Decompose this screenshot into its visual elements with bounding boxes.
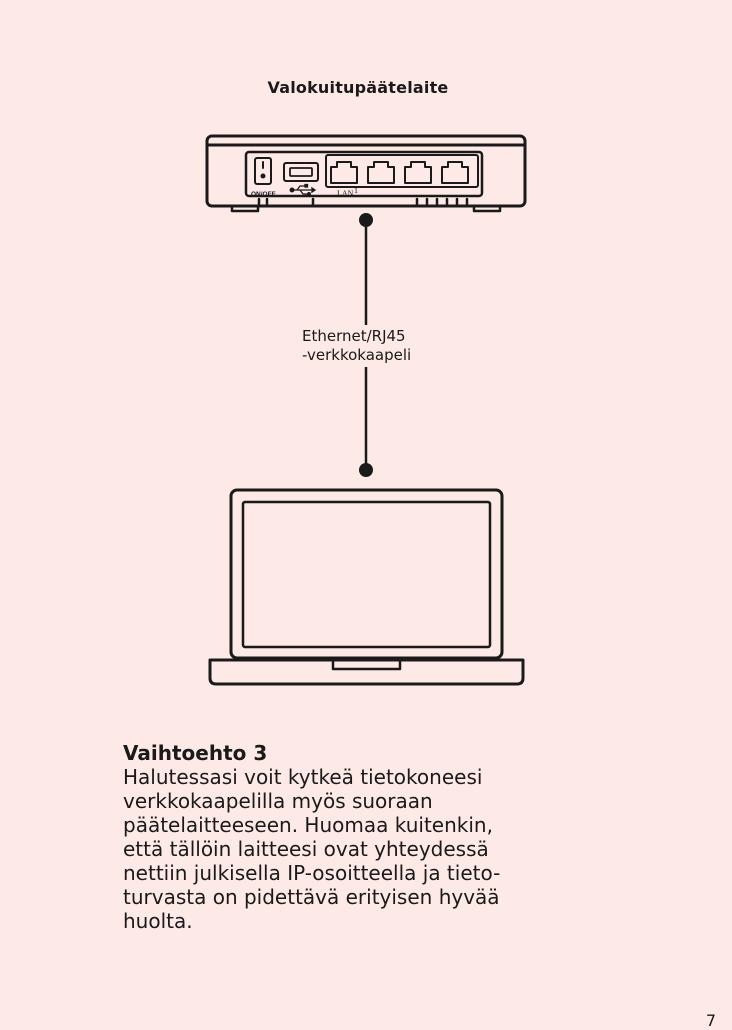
body-line: nettiin julkisella IP-osoitteella ja tieto- [123,861,501,885]
usb-icon [290,185,315,196]
cable-label [298,325,415,367]
body-line: päätelaitteeseen. Huomaa kuitenkin, [123,813,493,837]
option-text-block [123,741,603,933]
cable-end-top [359,213,373,227]
body-line: turvasta on pidettävä erityisen hyvää [123,885,500,909]
cable-label-line-2: -verkkokaapeli [302,346,412,364]
lan-port-1 [331,162,357,183]
device-title: Valokuitupäätelaite [267,78,449,97]
lan-port-3 [405,162,431,183]
body-line: että tällöin laitteesi ovat yhteydessä [123,837,489,861]
router-device [207,136,525,211]
body-line: verkkokaapelilla myös suoraan [123,789,433,813]
lan-port-2 [368,162,394,183]
power-label: ON/OFF [251,191,276,198]
body-line: Halutessasi voit kytkeä tietokoneesi [123,765,483,789]
cable-label-line-1: Ethernet/RJ45 [302,327,406,345]
laptop-device [210,490,523,684]
body-line: huolta. [123,909,193,933]
page-number: 7 [705,1011,716,1030]
lan-port-4 [442,162,468,183]
lan-label: LAN [337,189,354,198]
usb-port [284,163,318,181]
cable-end-bottom [359,463,373,477]
power-switch-icon [255,158,271,184]
lan-port-number: 1 [354,186,358,195]
option-heading: Vaihtoehto 3 [123,741,268,765]
